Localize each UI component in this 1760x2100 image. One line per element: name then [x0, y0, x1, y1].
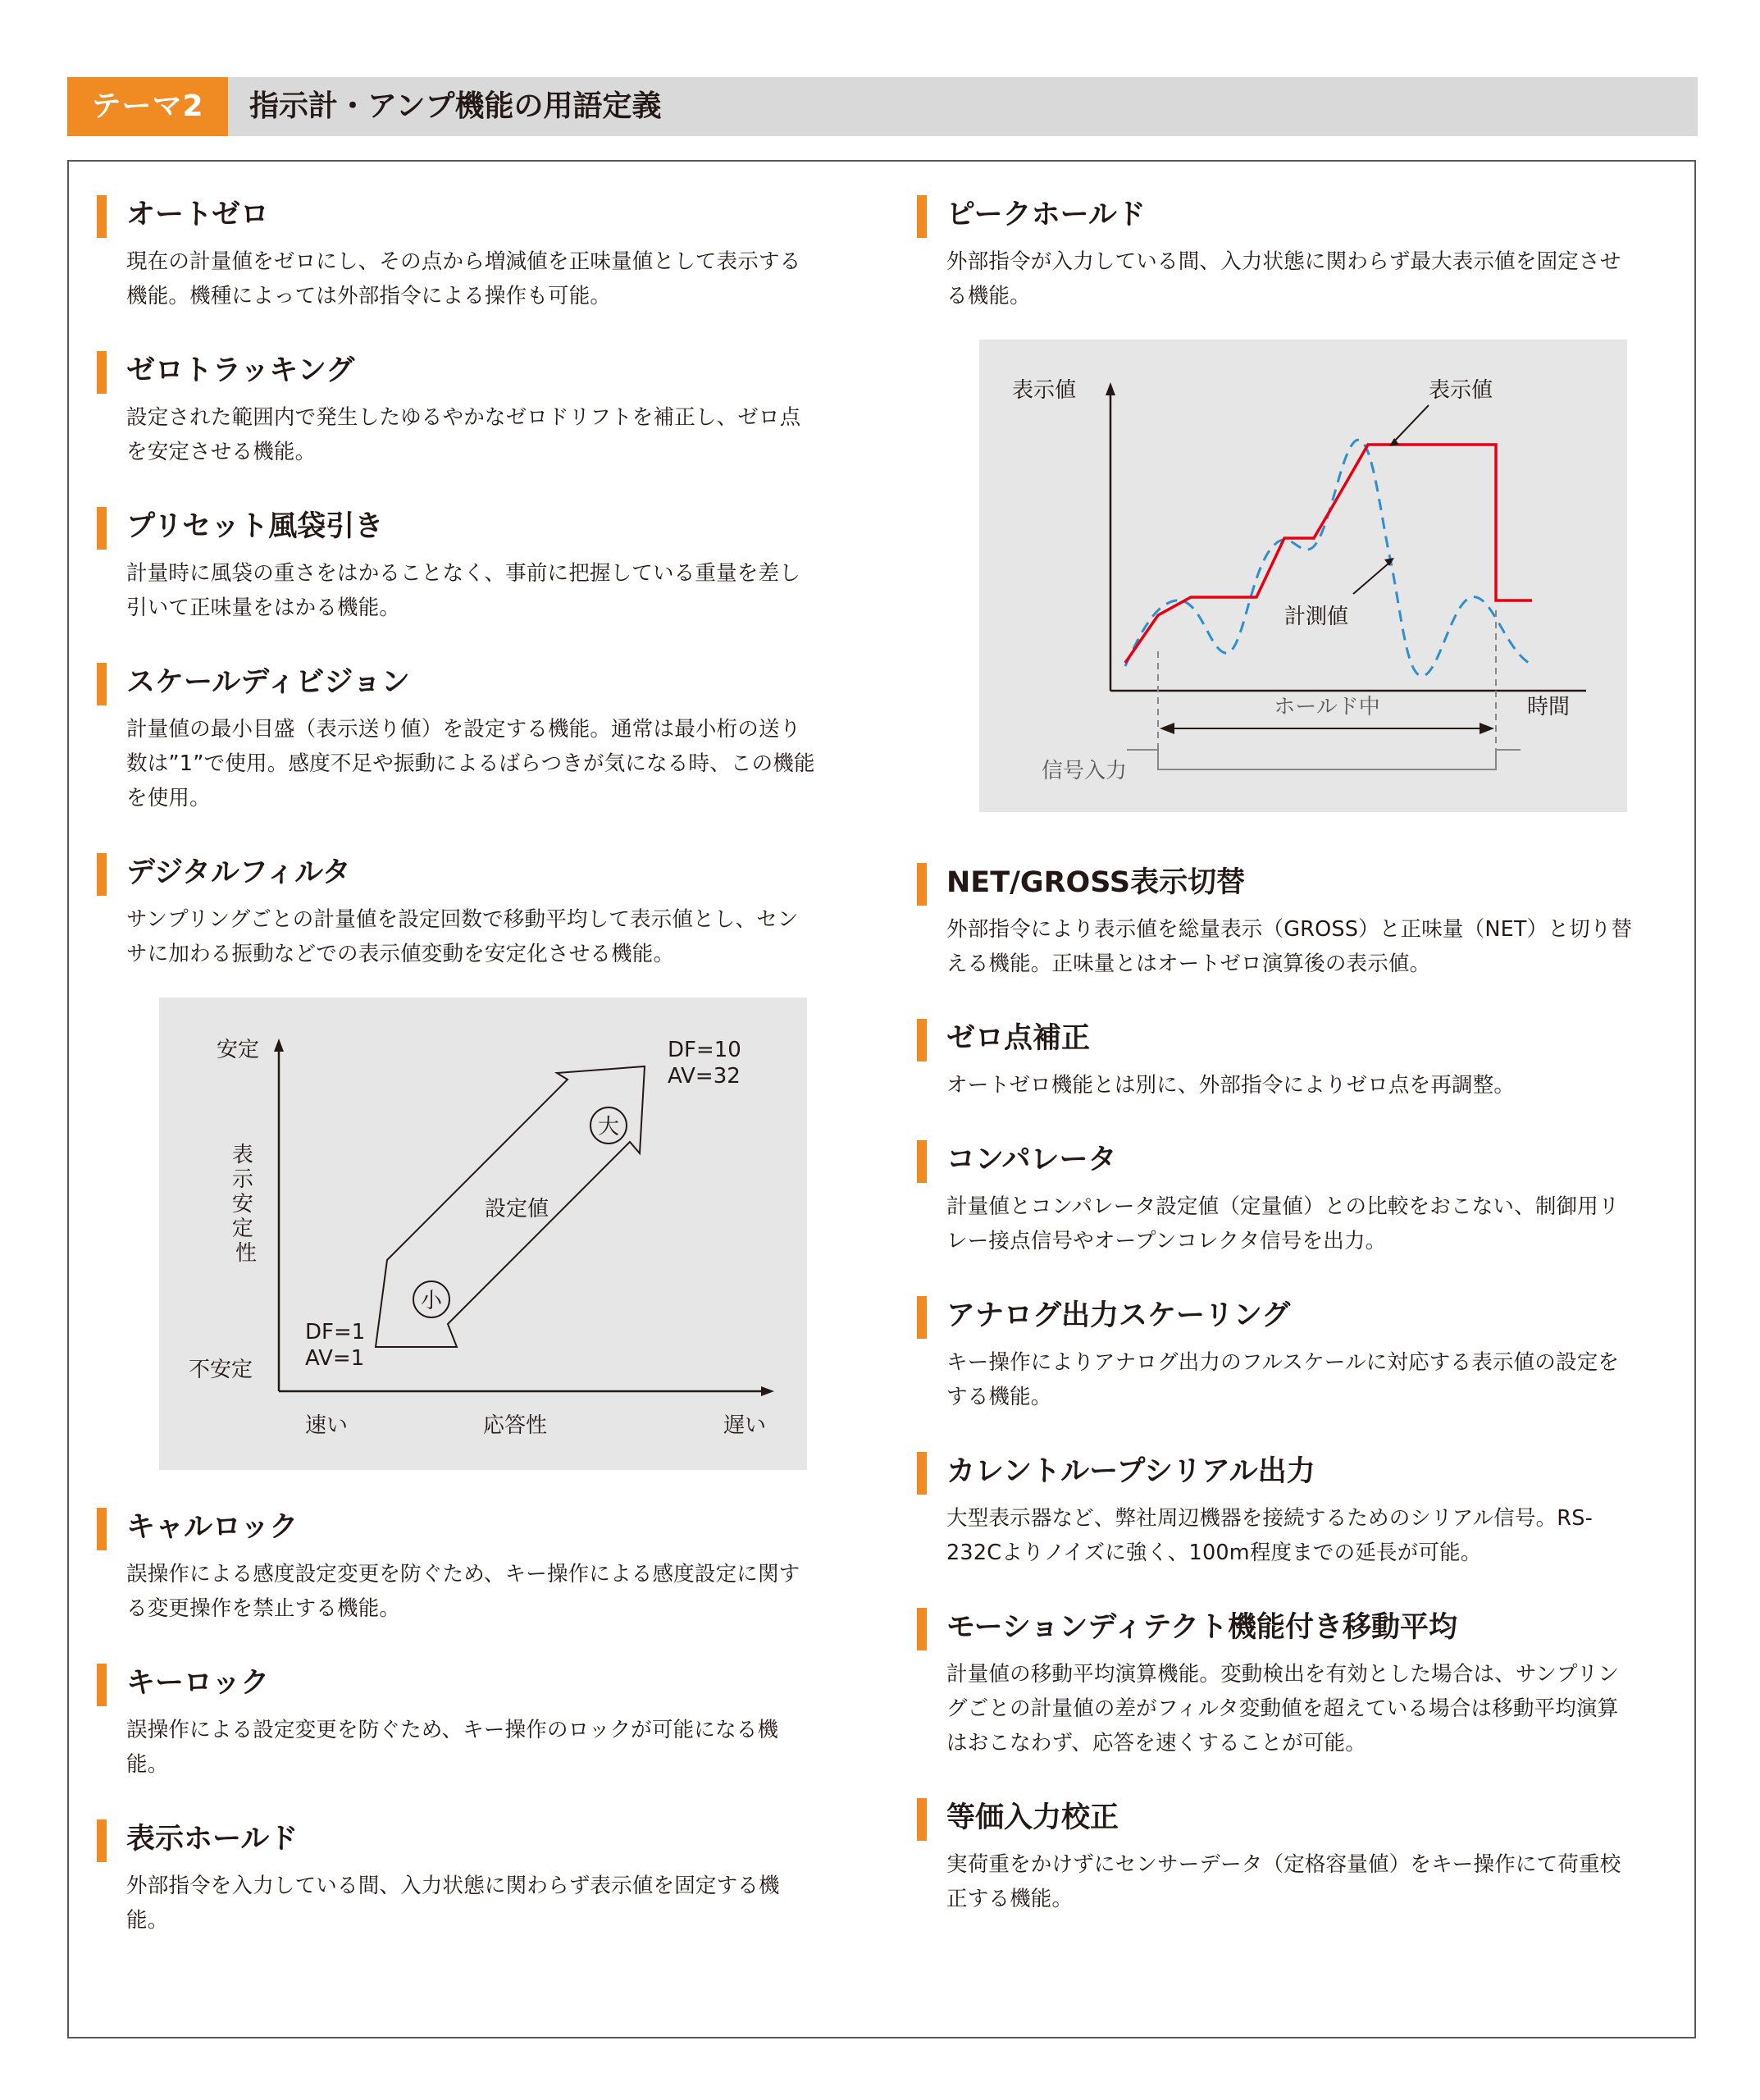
term-desc: 誤操作による設定変更を防ぐため、キー操作のロックが可能になる機能。	[126, 1718, 779, 1777]
measured-value-label: 計測値	[1284, 605, 1349, 629]
term-desc: 誤操作による感度設定変更を防ぐため、キー操作による感度設定に関する変更操作を禁止する機能。	[126, 1562, 800, 1621]
term-cal-lock	[97, 1508, 818, 1626]
y-bottom-label: 不安定	[189, 1358, 253, 1382]
term-desc: 現在の計量値をゼロにし、その点から増減値を正味量値として表示する機能。機種によっては外部指令による操作も可能。	[126, 249, 801, 308]
theme-tag: テーマ2	[67, 77, 228, 136]
term-desc: サンプリングごとの計量値を設定回数で移動平均して表示値とし、センサに加わる振動などでの表示値変動を安定化させる機能。	[126, 907, 799, 966]
term-title: キーロック	[97, 1664, 818, 1703]
x-axis-label: 時間	[1527, 695, 1571, 719]
x-axis-label: 応答性	[482, 1413, 548, 1438]
term-title: モーションディテクト機能付き移動平均	[917, 1608, 1639, 1647]
term-title: プリセット風袋引き	[97, 507, 818, 546]
term-comparator	[917, 1140, 1639, 1258]
term-zero-tracking	[97, 351, 818, 469]
term-desc: 計量値の移動平均演算機能。変動検出を有効とした場合は、サンプリングごとの計量値の差がフィルタ変動値を超えている場合は移動平均演算はおこなわず、応答を速くすることが可能。	[946, 1662, 1620, 1755]
term-key-lock	[97, 1664, 818, 1782]
term-preset-tare	[97, 507, 818, 625]
term-title: NET/GROSS表示切替	[917, 863, 1639, 902]
term-peak-hold	[917, 195, 1639, 313]
term-desc: 大型表示器など、弊社周辺機器を接続するためのシリアル信号。RS-232Cよりノイズに強く、100m程度までの延長が可能。	[946, 1506, 1593, 1565]
term-desc: 計量時に風袋の重さをはかることなく、事前に把握している重量を差し引いて正味量をはかる機能。	[126, 561, 800, 620]
y-axis-label: 表 示 安 定 性	[231, 1143, 258, 1266]
av-high-label: AV=32	[668, 1064, 741, 1089]
term-title: コンパレータ	[917, 1140, 1639, 1180]
term-desc: キー操作によりアナログ出力のフルスケールに対応する表示値の設定をする機能。	[946, 1350, 1620, 1409]
term-motion-detect	[917, 1608, 1639, 1760]
term-analog-scaling	[917, 1296, 1639, 1414]
term-title: カレントループシリアル出力	[917, 1452, 1639, 1491]
term-auto-zero	[97, 195, 818, 313]
term-scale-division	[97, 663, 818, 815]
peak-hold-figure	[979, 340, 1627, 812]
term-title: オートゼロ	[97, 195, 818, 235]
term-net-gross	[917, 863, 1639, 981]
term-title: アナログ出力スケーリング	[917, 1296, 1639, 1335]
term-desc: 外部指令を入力している間、入力状態に関わらず表示値を固定する機能。	[126, 1874, 780, 1933]
term-title: ゼロ点補正	[917, 1019, 1639, 1058]
y-axis-label-part: 表	[231, 1143, 253, 1167]
page-title: 指示計・アンプ機能の用語定義	[249, 89, 662, 123]
x-right-label: 遅い	[723, 1413, 767, 1438]
term-title: スケールディビジョン	[97, 663, 818, 702]
term-title: ピークホールド	[917, 195, 1639, 235]
df-low-label: DF=1	[305, 1320, 366, 1344]
term-digital-filter	[97, 853, 818, 971]
term-desc: 計量値とコンパレータ設定値（定量値）との比較をおこない、制御用リレー接点信号やオープンコレクタ信号を出力。	[946, 1194, 1620, 1253]
term-title: 表示ホールド	[97, 1819, 818, 1859]
big-label: 大	[597, 1115, 620, 1139]
hold-label: ホールド中	[1274, 695, 1380, 719]
term-title: ゼロトラッキング	[97, 351, 818, 390]
term-desc: オートゼロ機能とは別に、外部指令によりゼロ点を再調整。	[946, 1073, 1516, 1098]
signal-input-label: 信号入力	[1042, 759, 1128, 783]
av-low-label: AV=1	[305, 1346, 365, 1371]
term-equivalent-calibration	[917, 1798, 1639, 1916]
term-current-loop	[917, 1452, 1639, 1570]
x-left-label: 速い	[305, 1413, 349, 1438]
term-display-hold	[97, 1819, 818, 1938]
term-title: デジタルフィルタ	[97, 853, 818, 892]
digital-filter-figure	[159, 998, 807, 1470]
term-zero-correction	[917, 1019, 1639, 1102]
term-desc: 設定された範囲内で発生したゆるやかなゼロドリフトを補正し、ゼロ点を安定させる機能。	[126, 405, 801, 464]
theme-header	[67, 77, 1698, 136]
right-column	[917, 195, 1639, 1916]
term-title: キャルロック	[97, 1508, 818, 1547]
term-desc: 外部指令により表示値を総量表示（GROSS）と正味量（NET）と切り替える機能。正味量とはオートゼロ演算後の表示値。	[946, 917, 1633, 976]
term-title: 等価入力校正	[917, 1798, 1639, 1838]
term-desc: 外部指令が入力している間、入力状態に関わらず最大表示値を固定させる機能。	[946, 249, 1621, 308]
term-desc: 計量値の最小目盛（表示送り値）を設定する機能。通常は最小桁の送り数は”1”で使用。感度不足や振動によるばらつきが気になる時、この機能を使用。	[126, 717, 815, 810]
term-desc: 実荷重をかけずにセンサーデータ（定格容量値）をキー操作にて荷重校正する機能。	[946, 1852, 1621, 1911]
display-value-label: 表示値	[1429, 378, 1493, 403]
arrow-label: 設定値	[484, 1197, 549, 1221]
df-high-label: DF=10	[668, 1038, 741, 1062]
left-column	[97, 195, 818, 1938]
y-axis-label: 表示値	[1012, 378, 1077, 403]
small-label: 小	[420, 1289, 443, 1313]
y-top-label: 安定	[217, 1038, 260, 1062]
